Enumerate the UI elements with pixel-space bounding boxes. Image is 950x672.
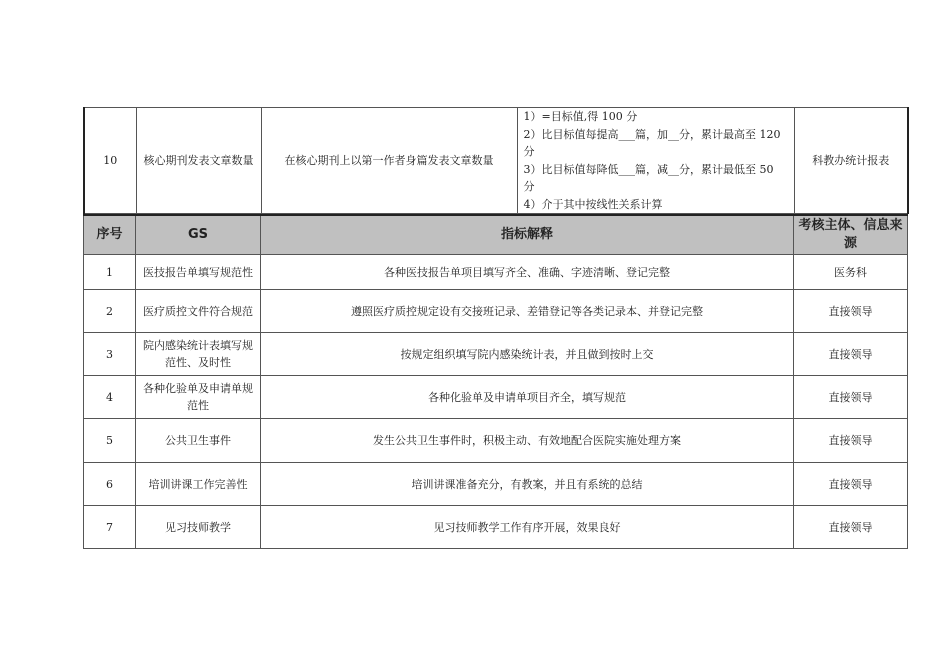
row-index: 1 [84,255,136,290]
table-row [84,333,908,376]
header-gs: GS [136,215,261,255]
row-source: 直接领导 [794,506,908,549]
table-header [84,215,908,255]
scoring-rule-4: 4）介于其中按线性关系计算 [523,197,663,211]
table-row [84,290,908,333]
row-source: 直接领导 [794,419,908,463]
row-index: 3 [84,333,136,376]
scoring-rule-1: 1）=目标值,得 100 分 [523,110,638,123]
row-source: 医务科 [794,255,908,290]
scoring-rules [517,108,794,214]
row-index: 7 [84,506,136,549]
row-gs: 医疗质控文件符合规范 [136,290,261,333]
row-definition: 按规定组织填写院内感染统计表，并且做到按时上交 [261,333,794,376]
row-definition: 发生公共卫生事件时，积极主动、有效地配合医院实施处理方案 [261,419,794,463]
row-source: 直接领导 [794,290,908,333]
row-definition: 各种医技报告单项目填写齐全、准确、字迹清晰、登记完整 [261,255,794,290]
row-gs: 核心期刊发表文章数量 [136,108,261,214]
row-gs: 医技报告单填写规范性 [136,255,261,290]
row-gs: 培训讲课工作完善性 [136,463,261,506]
row-gs: 见习技师教学 [136,506,261,549]
row-definition: 见习技师教学工作有序开展，效果良好 [261,506,794,549]
scoring-rule-2: 2）比目标值每提高___篇，加__分，累计最高至 120 分 [523,127,781,158]
row-index: 5 [84,419,136,463]
header-definition: 指标解释 [261,215,794,255]
row-index: 6 [84,463,136,506]
table-row [84,255,908,290]
row-definition: 遵照医疗质控规定设有交接班记录、差错登记等各类记录本、并登记完整 [261,290,794,333]
row-gs: 各种化验单及申请单规范性 [136,376,261,419]
table-row-10 [84,108,908,214]
table-row [84,419,908,463]
header-source: 考核主体、信息来源 [794,215,908,255]
table-row [84,463,908,506]
table-row [84,376,908,419]
row-definition: 在核心期刊上以第一作者身篇发表文章数量 [261,108,517,214]
kpi-table-second [83,214,908,549]
header-index: 序号 [84,215,136,255]
table-row [84,506,908,549]
row-source: 直接领导 [794,463,908,506]
row-gs: 院内感染统计表填写规范性、及时性 [136,333,261,376]
row-index: 10 [84,108,136,214]
row-index: 4 [84,376,136,419]
row-source: 直接领导 [794,376,908,419]
row-definition: 各种化验单及申请单项目齐全，填写规范 [261,376,794,419]
assessment-sheet [83,107,907,549]
row-definition: 培训讲课准备充分，有教案，并且有系统的总结 [261,463,794,506]
kpi-table [83,107,909,214]
row-gs: 公共卫生事件 [136,419,261,463]
row-source: 科教办统计报表 [794,108,908,214]
scoring-rule-3: 3）比目标值每降低___篇，减__分，累计最低至 50 分 [523,162,774,193]
row-source: 直接领导 [794,333,908,376]
row-index: 2 [84,290,136,333]
